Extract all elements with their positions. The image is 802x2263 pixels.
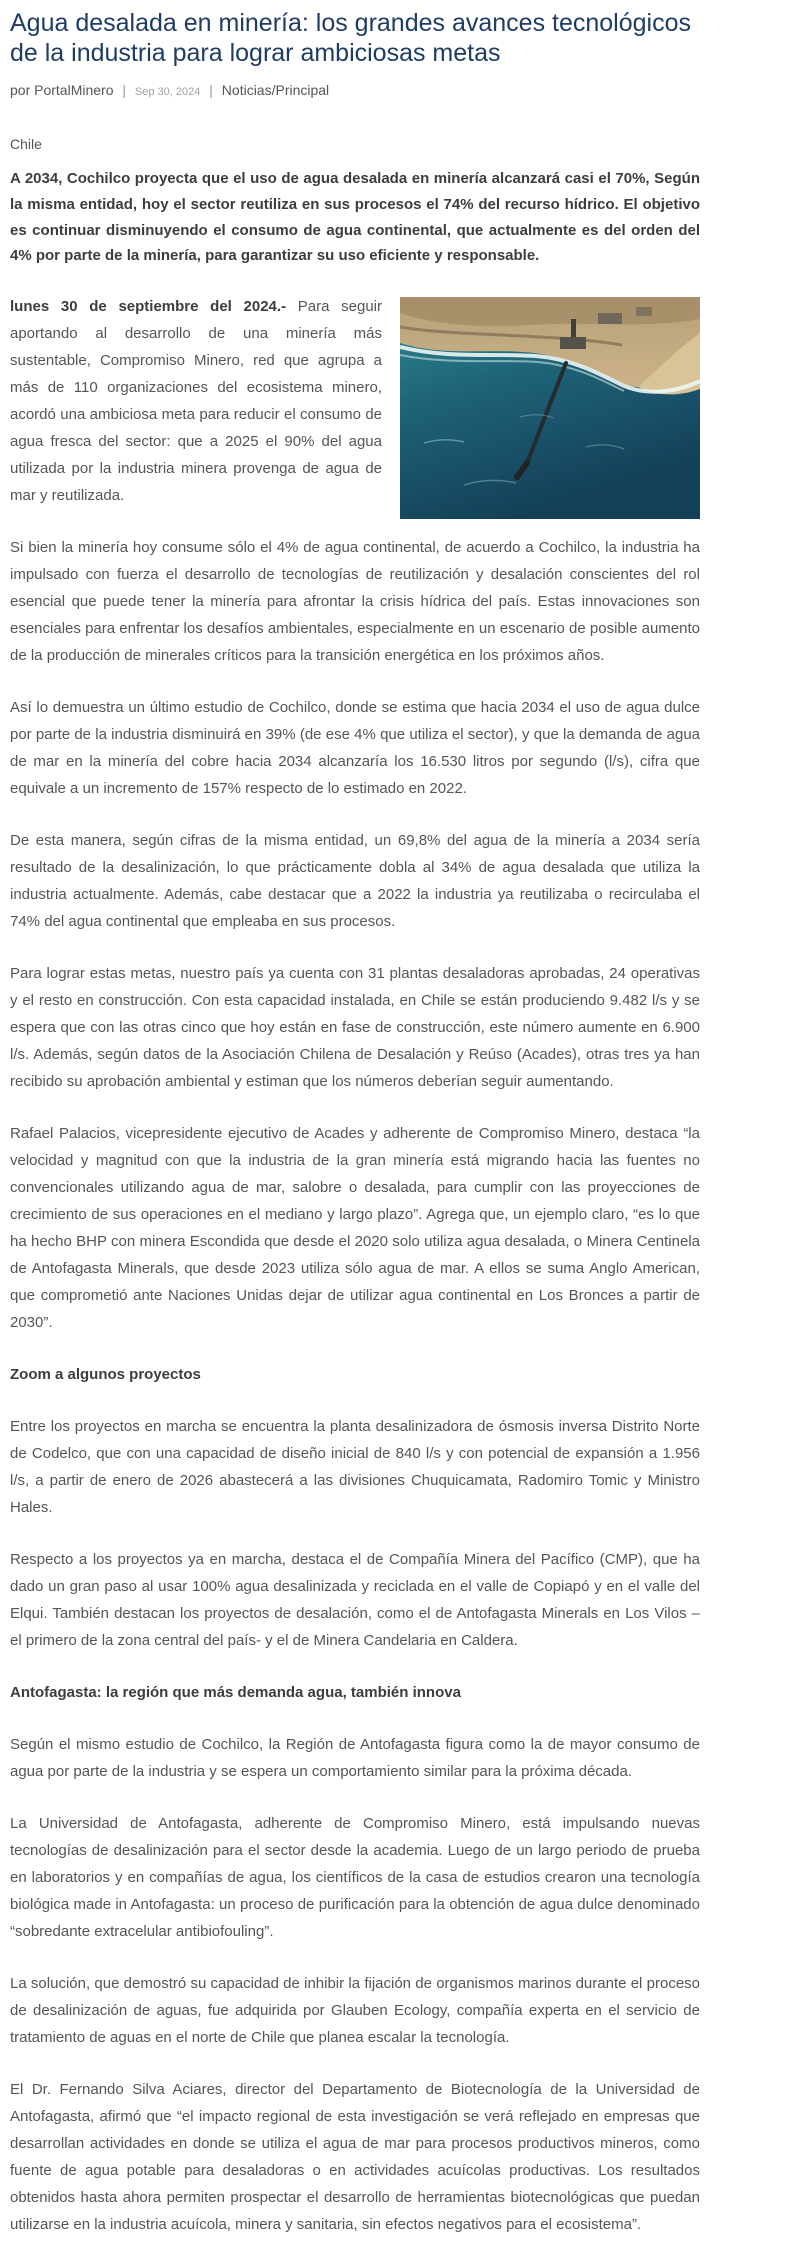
byline-separator: | — [209, 82, 213, 98]
byline-separator: | — [122, 82, 127, 98]
body-paragraph: lunes 30 de septiembre del 2024.- Para seguir aportando al desarrollo de una minería más sustentable, Compromiso Minero, red que agrupa a más de 110 organizaciones del ecosistema minero, acordó una ambiciosa meta para reducir el consumo de agua fresca del sector: que a 2025 el 90% del agua utilizada por la industria minera provenga de agua de mar y reutilizada. — [10, 298, 382, 505]
article-body — [10, 293, 700, 2263]
body-paragraph: Así lo demuestra un último estudio de Cochilco, donde se estima que hacia 2034 el uso de agua dulce por parte de la industria disminuirá en 39% (de ese 4% que utiliza el sector), y que la demanda de agua de mar en la minería del cobre hacia 2034 alcanzaría los 16.530 litros por segundo (l/s), cifra que equivale a un incremento de 157% respecto de lo estimado en 2022. — [10, 699, 700, 798]
country-label: Chile — [10, 136, 42, 152]
byline-author-link[interactable]: por PortalMinero — [10, 82, 114, 98]
lead-paragraph: A 2034, Cochilco proyecta que el uso de agua desalada en minería alcanzará casi el 70%, Según la misma entidad, hoy el sector reutiliza en sus procesos el 74% del recurso hídrico. El objetivo es continuar disminuyendo el consumo de agua continental, que actualmente es del orden del 4% por parte de la minería, para garantizar su uso eficiente y responsable. — [10, 170, 700, 265]
byline — [10, 82, 700, 98]
body-paragraph: La solución, que demostró su capacidad de inhibir la fijación de organismos marinos durante el proceso de desalinización de aguas, fue adquirida por Glauben Ecology, compañía experta en el servicio de tratamiento de aguas en el norte de Chile que planea escalar la tecnología. — [10, 1975, 700, 2047]
section-heading: Zoom a algunos proyectos — [10, 1366, 201, 1384]
paragraph-bold-lead: lunes 30 de septiembre del 2024.- — [10, 298, 298, 316]
body-paragraph: Para lograr estas metas, nuestro país ya cuenta con 31 plantas desaladoras aprobadas, 24 operativas y el resto en construcción. Con esta capacidad instalada, en Chile se están produciendo 9.482 l/s y se espera que con las otras cinco que hoy están en fase de construcción, este número aumente en 6.900 l/s. Además, según datos de la Asociación Chilena de Desalación y Reúso (Acades), otras tres ya han recibido su aprobación ambiental y estiman que los números deberían seguir aumentando. — [10, 965, 700, 1091]
body-paragraph: Si bien la minería hoy consume sólo el 4% de agua continental, de acuerdo a Cochilco, la industria ha impulsado con fuerza el desarrollo de tecnologías de reutilización y desalación conscientes del rol esencial que puede tener la minería para afrontar la crisis hídrica del país. Estas innovaciones son esenciales para enfrentar los desafíos ambientales, especialmente en un escenario de posible aumento de la producción de minerales críticos para la transición energética en los próximos años. — [10, 539, 700, 665]
body-paragraph: De esta manera, según cifras de la misma entidad, un 69,8% del agua de la minería a 2034 sería resultado de la desalinización, lo que prácticamente dobla al 34% de agua desalada que utiliza la industria actualmente. Además, cabe destacar que a 2022 la industria ya reutilizaba o recirculaba el 74% del agua continental que empleaba en sus procesos. — [10, 832, 700, 931]
body-paragraph: Según el mismo estudio de Cochilco, la Región de Antofagasta figura como la de mayor consumo de agua por parte de la industria y se espera un comportamiento similar para la próxima década. — [10, 1736, 700, 1781]
aerial-coastline-image — [400, 297, 700, 519]
body-paragraph: El Dr. Fernando Silva Aciares, director del Departamento de Biotecnología de la Universidad de Antofagasta, afirmó que “el impacto regional de esta investigación se verá reflejado en empresas que desarrollan actividades en donde se utiliza el agua de mar para procesos productivos mineros, como fuente de agua potable para desaladoras o en actividades acuícolas productivas. Los resultados obtenidos hasta ahora permiten prospectar el desarrollo de herramientas biotecnológicas que puedan utilizarse en la industria acuícola, minera y sanitaria, sin efectos negativos para el ecosistema”. — [10, 2081, 700, 2234]
article-photo-aerial-coastline — [400, 297, 700, 519]
article — [10, 8, 700, 2263]
body-paragraph: Entre los proyectos en marcha se encuentra la planta desalinizadora de ósmosis inversa Distrito Norte de Codelco, que con una capacidad de diseño inicial de 840 l/s y con potencial de expansión a 1.956 l/s, a partir de enero de 2026 abastecerá a las divisiones Chuquicamata, Radomiro Tomic y Ministro Hales. — [10, 1418, 700, 1517]
byline-date: Sep 30, 2024 — [134, 86, 201, 98]
article-page — [10, 0, 700, 2263]
article-title: Agua desalada en minería: los grandes avances tecnológicos de la industria para lograr ambiciosas metas — [10, 9, 691, 67]
byline-category-link[interactable]: Noticias/Principal — [221, 82, 330, 98]
section-heading: Antofagasta: la región que más demanda agua, también innova — [10, 1684, 461, 1702]
body-paragraph: Rafael Palacios, vicepresidente ejecutivo de Acades y adherente de Compromiso Minero, destaca “la velocidad y magnitud con que la industria de la gran minería está migrando hacia las fuentes no convencionales utilizando agua de mar, salobre o desalada, para cumplir con las proyecciones de crecimiento de sus operaciones en el mediano y largo plazo”. Agrega que, un ejemplo claro, “es lo que ha hecho BHP con minera Escondida que desde el 2020 solo utiliza agua desalada, o Minera Centinela de Antofagasta Minerals, que desde 2023 utiliza sólo agua de mar. A ellos se suma Anglo American, que comprometió ante Naciones Unidas dejar de utilizar agua continental en Los Bronces a partir de 2030”. — [10, 1125, 700, 1332]
body-paragraph: Respecto a los proyectos ya en marcha, destaca el de Compañía Minera del Pacífico (CMP), que ha dado un gran paso al usar 100% agua desalinizada y reciclada en el valle de Copiapó y en el valle del Elqui. También destacan los proyectos de desalación, como el de Antofagasta Minerals en Los Vilos – el primero de la zona central del país- y el de Minera Candelaria en Caldera. — [10, 1551, 700, 1650]
body-paragraph: La Universidad de Antofagasta, adherente de Compromiso Minero, está impulsando nuevas tecnologías de desalinización para el sector desde la academia. Luego de un largo periodo de prueba en laboratorios y en compañías de agua, los científicos de la casa de estudios crearon una tecnología biológica made in Antofagasta: un proceso de purificación para la obtención de agua dulce denominado “sobredante extracelular antibiofouling”. — [10, 1815, 700, 1941]
